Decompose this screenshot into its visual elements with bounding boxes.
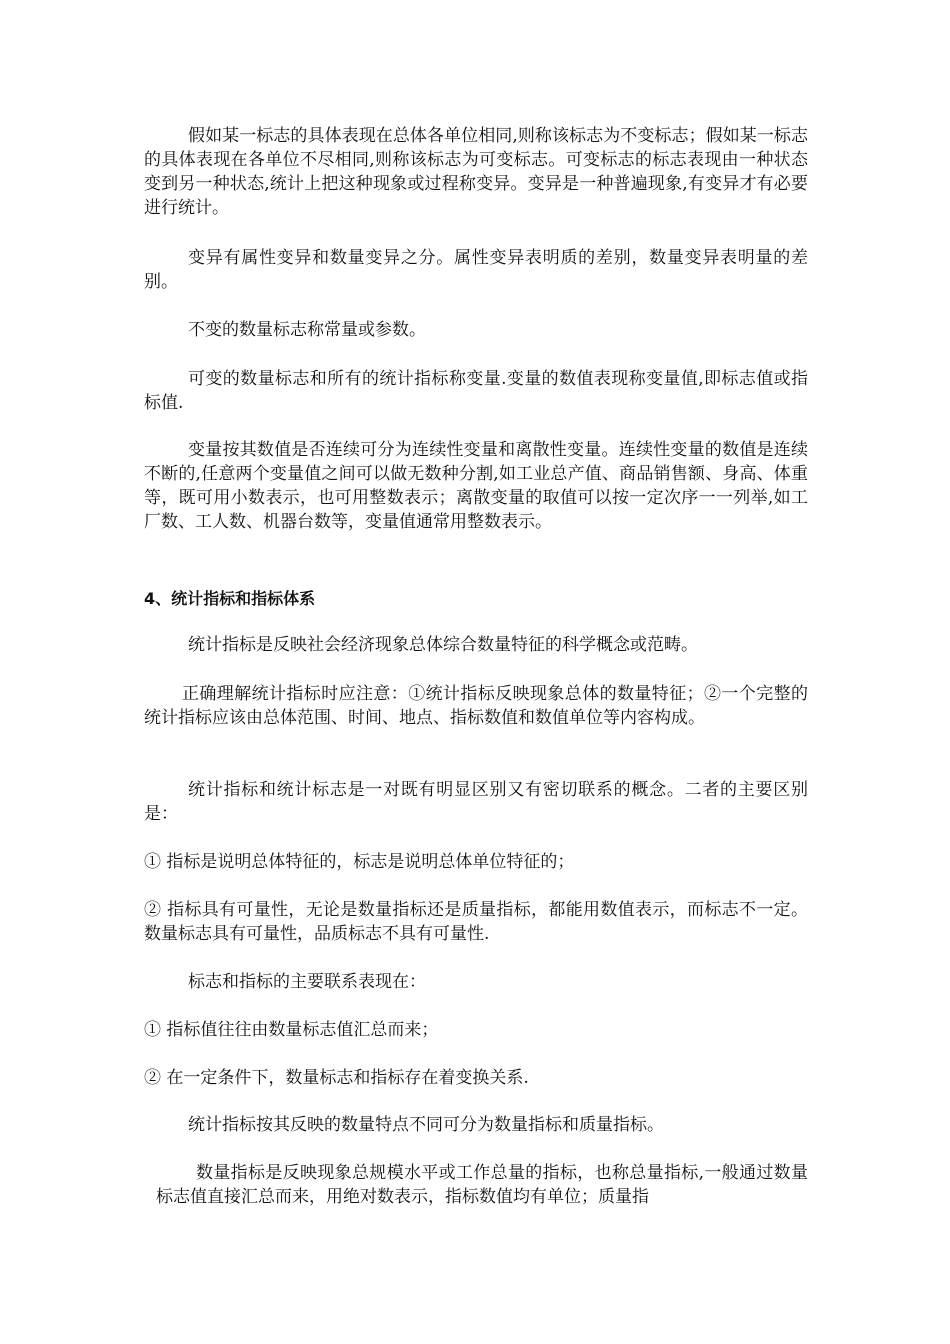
paragraph-variables: 可变的数量标志和所有的统计指标称变量.变量的数值表现称变量值,即标志值或指标值.	[144, 369, 808, 413]
list-item-connection-1: ① 指标值往往由数量标志值汇总而来；	[144, 1020, 439, 1040]
paragraph-variable-marks: 假如某一标志的具体表现在总体各单位相同,则称该标志为不变标志；假如某一标志的具体表现在各单位不尽相同,则称该标志为可变标志。可变标志的标志表现由一种状态变到另一种状态,统计上把这种现象或过程称变异。变异是一种普遍现象,有变异才有必要进行统计。	[144, 126, 808, 218]
paragraph-indicator-vs-mark: 统计指标和统计标志是一对既有明显区别又有密切联系的概念。二者的主要区别是：	[144, 780, 808, 824]
list-item-connection-2: ② 在一定条件下，数量标志和指标存在着变换关系.	[144, 1068, 529, 1088]
paragraph-indicator-notes: 正确理解统计指标时应注意：①统计指标反映现象总体的数量特征；②一个完整的统计指标应该由总体范围、时间、地点、指标数值和数值单位等内容构成。	[144, 684, 808, 728]
paragraph-continuous-discrete: 变量按其数值是否连续可分为连续性变量和离散性变量。连续性变量的数值是连续不断的,任意两个变量值之间可以做无数种分割,如工业总产值、商品销售额、身高、体重等，既可用小数表示，也可用整数表示；离散变量的取值可以按一定次序一一列举,如工厂数、工人数、机器台数等，变量值通常用整数表示。	[144, 440, 808, 532]
paragraph-indicator-definition: 统计指标是反映社会经济现象总体综合数量特征的科学概念或范畴。	[188, 635, 698, 655]
section-heading: 4、统计指标和指标体系	[144, 589, 316, 608]
paragraph-variation-types: 变异有属性变异和数量变异之分。属性变异表明质的差别，数量变异表明量的差别。	[144, 248, 808, 292]
paragraph-indicator-classification: 统计指标按其反映的数量特点不同可分为数量指标和质量指标。	[188, 1115, 664, 1135]
paragraph-quantity-indicators: 数量指标是反映现象总规模水平或工作总量的指标，也称总量指标,一般通过数量标志值直接汇总而来，用绝对数表示，指标数值均有单位；质量指	[156, 1163, 808, 1207]
paragraph-constants: 不变的数量标志称常量或参数。	[188, 320, 426, 340]
paragraph-connections-intro: 标志和指标的主要联系表现在：	[188, 972, 426, 992]
list-item-difference-1: ① 指标是说明总体特征的，标志是说明总体单位特征的；	[144, 852, 575, 872]
list-item-difference-2: ② 指标具有可量性，无论是数量指标还是质量指标，都能用数值表示，而标志不一定。数量标志具有可量性，品质标志不具有可量性.	[144, 900, 808, 944]
